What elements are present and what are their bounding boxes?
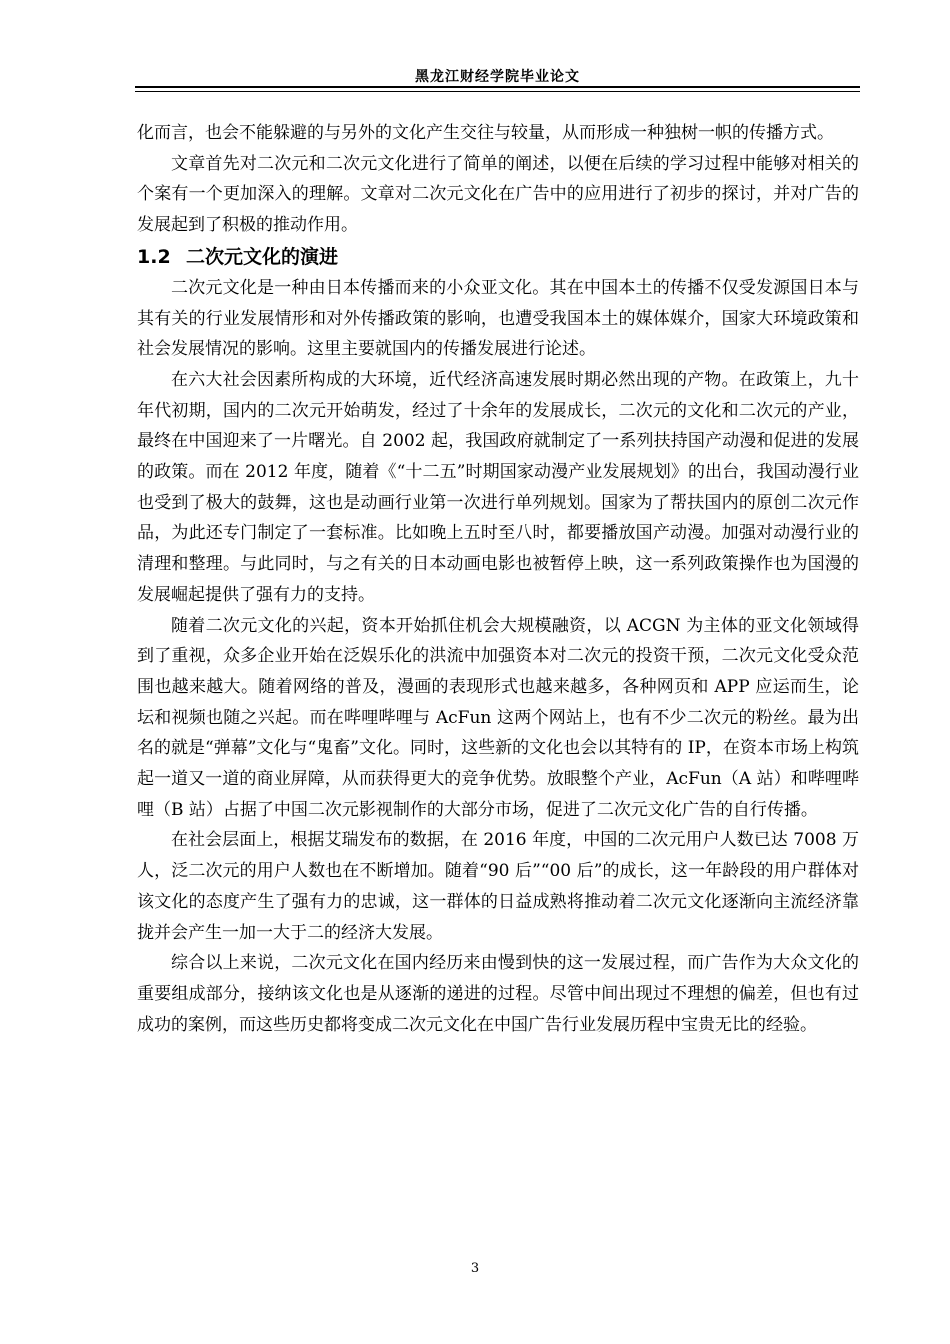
paragraph: 在社会层面上，根据艾瑞发布的数据，在 2016 年度，中国的二次元用户人数已达 7008 万人，泛二次元的用户人数也在不断增加。随着“90 后”“00 后”的成长，这一年龄段的用户群体对该文化的态度产生了强有力的忠诚，这一群体的日益成熟将推动着二次元文化逐渐向主流经济靠拢并会产生一加一大于二的经济大发展。 <box>137 830 859 943</box>
section-number: 1.2 <box>137 245 171 268</box>
paragraph: 综合以上来说，二次元文化在国内经历来由慢到快的这一发展过程，而广告作为大众文化的重要组成部分，接纳该文化也是从逐渐的递进的过程。尽管中间出现过不理想的偏差，但也有过成功的案例，而这些历史都将变成二次元文化在中国广告行业发展历程中宝贵无比的经验。 <box>137 953 859 1035</box>
section-heading <box>137 241 859 273</box>
body-text <box>137 118 859 1040</box>
paragraph: 随着二次元文化的兴起，资本开始抓住机会大规模融资，以 ACGN 为主体的亚文化领域得到了重视，众多企业开始在泛娱乐化的洪流中加强资本对二次元的投资干预，二次元文化受众范围也越来越大。随着网络的普及，漫画的表现形式也越来越多，各种网页和 APP 应运而生，论坛和视频也随之兴起。而在哔哩哔哩与 AcFun 这两个网站上，也有不少二次元的粉丝。最为出名的就是“弹幕”文化与“鬼畜”文化。同时，这些新的文化也会以其特有的 IP，在资本市场上构筑起一道又一道的商业屏障，从而获得更大的竞争优势。放眼整个产业，AcFun（A 站）和哔哩哔哩（B 站）占据了中国二次元影视制作的大部分市场，促进了二次元文化广告的自行传播。 <box>137 615 859 820</box>
section-title: 二次元文化的演进 <box>186 245 339 268</box>
running-header-title: 黑龙江财经学院毕业论文 <box>415 69 580 85</box>
page-number: 3 <box>470 1261 480 1276</box>
header-rule-thick <box>135 86 860 88</box>
paragraph: 在六大社会因素所构成的大环境，近代经济高速发展时期必然出现的产物。在政策上，九十年代初期，国内的二次元开始萌发，经过了十余年的发展成长，二次元的文化和二次元的产业，最终在中国迎来了一片曙光。自 2002 起，我国政府就制定了一系列扶持国产动漫和促进的发展的政策。而在 2012 年度，随着《“十二五”时期国家动漫产业发展规划》的出台，我国动漫行业也受到了极大的鼓舞，这也是动画行业第一次进行单列规划。国家为了帮扶国内的原创二次元作品，为此还专门制定了一套标准。比如晚上五时至八时，都要播放国产动漫。加强对动漫行业的清理和整理。与此同时，与之有关的日本动画电影也被暂停上映，这一系列政策操作也为国漫的发展崛起提供了强有力的支持。 <box>137 369 859 605</box>
paragraph: 文章首先对二次元和二次元文化进行了简单的阐述，以便在后续的学习过程中能够对相关的个案有一个更加深入的理解。文章对二次元文化在广告中的应用进行了初步的探讨，并对广告的发展起到了积极的推动作用。 <box>137 153 859 236</box>
header-rule-thin <box>135 91 860 92</box>
paragraph-continued: 化而言，也会不能躲避的与另外的文化产生交往与较量，从而形成一种独树一帜的传播方式。 <box>137 123 834 143</box>
paragraph: 二次元文化是一种由日本传播而来的小众亚文化。其在中国本土的传播不仅受发源国日本与其有关的行业发展情形和对外传播政策的影响，也遭受我国本土的媒体媒介，国家大环境政策和社会发展情况的影响。这里主要就国内的传播发展进行论述。 <box>137 277 859 360</box>
